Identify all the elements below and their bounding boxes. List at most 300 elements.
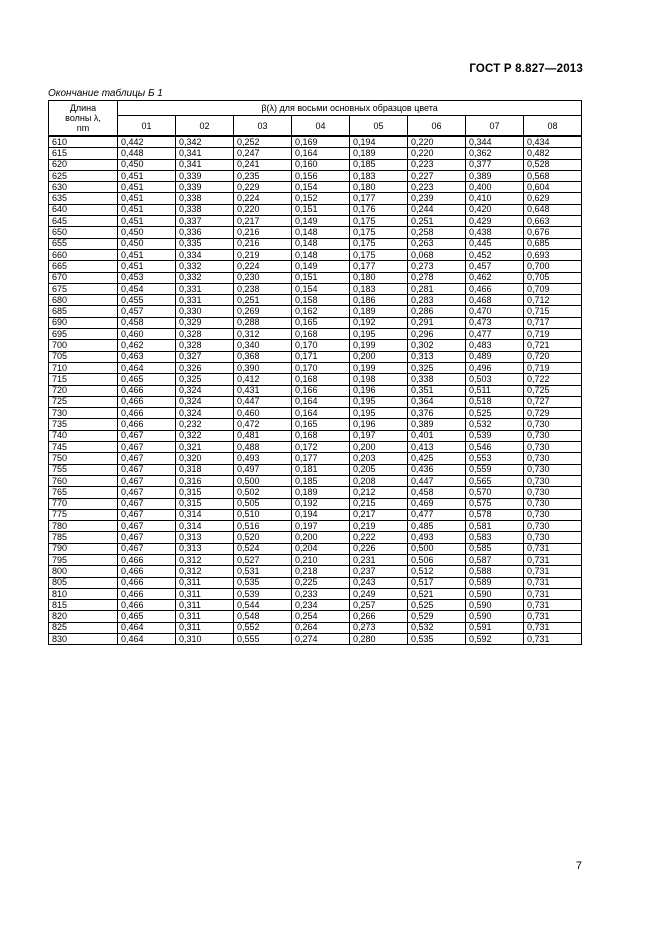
value-cell: 0,467 [118, 532, 176, 543]
wavelength-cell: 700 [49, 340, 118, 351]
table-row [49, 600, 582, 611]
value-cell: 0,410 [466, 193, 524, 204]
value-cell: 0,216 [234, 238, 292, 249]
value-cell: 0,215 [350, 498, 408, 509]
value-cell: 0,676 [524, 227, 582, 238]
wavelength-cell: 690 [49, 317, 118, 328]
value-cell: 0,243 [350, 577, 408, 588]
value-cell: 0,180 [350, 272, 408, 283]
value-cell: 0,196 [350, 385, 408, 396]
value-cell: 0,729 [524, 408, 582, 419]
value-cell: 0,177 [350, 261, 408, 272]
wavelength-cell: 790 [49, 543, 118, 554]
value-cell: 0,412 [234, 374, 292, 385]
value-cell: 0,721 [524, 340, 582, 351]
value-cell: 0,222 [350, 532, 408, 543]
value-cell: 0,431 [234, 385, 292, 396]
wavelength-cell: 730 [49, 408, 118, 419]
value-cell: 0,731 [524, 588, 582, 599]
value-cell: 0,447 [408, 475, 466, 486]
value-cell: 0,467 [118, 464, 176, 475]
table-row [49, 453, 582, 464]
value-cell: 0,068 [408, 249, 466, 260]
value-cell: 0,505 [234, 498, 292, 509]
value-cell: 0,730 [524, 521, 582, 532]
value-cell: 0,152 [292, 193, 350, 204]
value-cell: 0,715 [524, 306, 582, 317]
value-cell: 0,278 [408, 272, 466, 283]
value-cell: 0,189 [292, 487, 350, 498]
table-row [49, 532, 582, 543]
value-cell: 0,535 [234, 577, 292, 588]
value-cell: 0,311 [176, 588, 234, 599]
value-cell: 0,338 [176, 193, 234, 204]
value-cell: 0,731 [524, 577, 582, 588]
value-cell: 0,464 [118, 362, 176, 373]
value-cell: 0,172 [292, 442, 350, 453]
table-row [49, 227, 582, 238]
table-row [49, 182, 582, 193]
value-cell: 0,546 [466, 442, 524, 453]
value-cell: 0,311 [176, 577, 234, 588]
value-cell: 0,719 [524, 362, 582, 373]
value-cell: 0,518 [466, 396, 524, 407]
value-cell: 0,200 [292, 532, 350, 543]
value-cell: 0,442 [118, 136, 176, 148]
value-cell: 0,280 [350, 634, 408, 645]
value-cell: 0,709 [524, 283, 582, 294]
value-cell: 0,335 [176, 238, 234, 249]
value-cell: 0,496 [466, 362, 524, 373]
value-cell: 0,434 [524, 136, 582, 148]
value-cell: 0,629 [524, 193, 582, 204]
value-cell: 0,730 [524, 475, 582, 486]
table-row [49, 238, 582, 249]
wavelength-cell: 710 [49, 362, 118, 373]
value-cell: 0,451 [118, 204, 176, 215]
table-row [49, 148, 582, 159]
value-cell: 0,500 [234, 475, 292, 486]
value-cell: 0,338 [176, 204, 234, 215]
value-cell: 0,451 [118, 182, 176, 193]
wavelength-cell: 630 [49, 182, 118, 193]
value-cell: 0,170 [292, 362, 350, 373]
value-cell: 0,324 [176, 385, 234, 396]
value-cell: 0,189 [350, 148, 408, 159]
value-cell: 0,168 [292, 329, 350, 340]
value-cell: 0,181 [292, 464, 350, 475]
column-header: 02 [176, 116, 234, 137]
value-cell: 0,208 [350, 475, 408, 486]
value-cell: 0,216 [234, 227, 292, 238]
value-cell: 0,192 [350, 317, 408, 328]
spectral-table [48, 100, 582, 645]
table-row [49, 577, 582, 588]
value-cell: 0,176 [350, 204, 408, 215]
value-cell: 0,257 [350, 600, 408, 611]
value-cell: 0,195 [350, 396, 408, 407]
value-cell: 0,154 [292, 283, 350, 294]
value-cell: 0,166 [292, 385, 350, 396]
value-cell: 0,425 [408, 453, 466, 464]
wavelength-cell: 815 [49, 600, 118, 611]
value-cell: 0,328 [176, 340, 234, 351]
value-cell: 0,575 [466, 498, 524, 509]
value-cell: 0,177 [350, 193, 408, 204]
value-cell: 0,552 [234, 622, 292, 633]
value-cell: 0,314 [176, 521, 234, 532]
value-cell: 0,251 [234, 295, 292, 306]
value-cell: 0,460 [118, 329, 176, 340]
value-cell: 0,220 [408, 136, 466, 148]
wavelength-cell: 625 [49, 170, 118, 181]
value-cell: 0,467 [118, 442, 176, 453]
value-cell: 0,344 [466, 136, 524, 148]
value-cell: 0,326 [176, 362, 234, 373]
value-cell: 0,160 [292, 159, 350, 170]
value-cell: 0,334 [176, 249, 234, 260]
value-cell: 0,460 [234, 408, 292, 419]
value-cell: 0,332 [176, 261, 234, 272]
value-cell: 0,581 [466, 521, 524, 532]
value-cell: 0,535 [408, 634, 466, 645]
column-header: 07 [466, 116, 524, 137]
value-cell: 0,466 [118, 554, 176, 565]
value-cell: 0,226 [350, 543, 408, 554]
value-cell: 0,258 [408, 227, 466, 238]
value-cell: 0,685 [524, 238, 582, 249]
value-cell: 0,186 [350, 295, 408, 306]
table-row [49, 374, 582, 385]
value-cell: 0,291 [408, 317, 466, 328]
value-cell: 0,231 [350, 554, 408, 565]
wavelength-cell: 680 [49, 295, 118, 306]
value-cell: 0,731 [524, 566, 582, 577]
table-row [49, 396, 582, 407]
value-cell: 0,233 [292, 588, 350, 599]
table-row [49, 193, 582, 204]
value-cell: 0,503 [466, 374, 524, 385]
table-row [49, 295, 582, 306]
value-cell: 0,165 [292, 317, 350, 328]
value-cell: 0,663 [524, 216, 582, 227]
table-row [49, 464, 582, 475]
value-cell: 0,195 [350, 408, 408, 419]
value-cell: 0,420 [466, 204, 524, 215]
value-cell: 0,252 [234, 136, 292, 148]
value-cell: 0,205 [350, 464, 408, 475]
table-row [49, 385, 582, 396]
value-cell: 0,194 [292, 509, 350, 520]
value-cell: 0,315 [176, 498, 234, 509]
table-row [49, 475, 582, 486]
value-cell: 0,234 [292, 600, 350, 611]
value-cell: 0,445 [466, 238, 524, 249]
value-cell: 0,466 [118, 419, 176, 430]
value-cell: 0,273 [350, 622, 408, 633]
value-cell: 0,204 [292, 543, 350, 554]
value-cell: 0,266 [350, 611, 408, 622]
table-row [49, 566, 582, 577]
value-cell: 0,224 [234, 193, 292, 204]
value-cell: 0,477 [408, 509, 466, 520]
value-cell: 0,477 [466, 329, 524, 340]
value-cell: 0,730 [524, 442, 582, 453]
value-cell: 0,467 [118, 543, 176, 554]
value-cell: 0,218 [292, 566, 350, 577]
value-cell: 0,331 [176, 283, 234, 294]
value-cell: 0,244 [408, 204, 466, 215]
value-cell: 0,570 [466, 487, 524, 498]
value-cell: 0,288 [234, 317, 292, 328]
value-cell: 0,328 [176, 329, 234, 340]
value-cell: 0,337 [176, 216, 234, 227]
value-cell: 0,725 [524, 385, 582, 396]
value-cell: 0,364 [408, 396, 466, 407]
value-cell: 0,313 [176, 543, 234, 554]
value-cell: 0,324 [176, 396, 234, 407]
wavelength-cell: 645 [49, 216, 118, 227]
table-row [49, 521, 582, 532]
wavelength-cell: 830 [49, 634, 118, 645]
value-cell: 0,189 [350, 306, 408, 317]
value-cell: 0,227 [408, 170, 466, 181]
value-cell: 0,465 [118, 611, 176, 622]
value-cell: 0,237 [350, 566, 408, 577]
value-cell: 0,241 [234, 159, 292, 170]
value-cell: 0,223 [408, 182, 466, 193]
value-cell: 0,722 [524, 374, 582, 385]
table-row [49, 430, 582, 441]
value-cell: 0,592 [466, 634, 524, 645]
value-cell: 0,539 [234, 588, 292, 599]
wavelength-cell: 765 [49, 487, 118, 498]
value-cell: 0,230 [234, 272, 292, 283]
value-cell: 0,210 [292, 554, 350, 565]
value-cell: 0,466 [118, 408, 176, 419]
value-cell: 0,203 [350, 453, 408, 464]
value-cell: 0,452 [466, 249, 524, 260]
wavelength-header-line: волны λ, [65, 113, 101, 123]
table-row [49, 362, 582, 373]
value-cell: 0,274 [292, 634, 350, 645]
value-cell: 0,249 [350, 588, 408, 599]
value-cell: 0,315 [176, 487, 234, 498]
value-cell: 0,330 [176, 306, 234, 317]
value-cell: 0,730 [524, 430, 582, 441]
table-row [49, 216, 582, 227]
value-cell: 0,730 [524, 532, 582, 543]
value-cell: 0,283 [408, 295, 466, 306]
value-cell: 0,312 [176, 566, 234, 577]
wavelength-cell: 715 [49, 374, 118, 385]
value-cell: 0,251 [408, 216, 466, 227]
value-cell: 0,462 [466, 272, 524, 283]
wavelength-cell: 675 [49, 283, 118, 294]
value-cell: 0,532 [408, 622, 466, 633]
value-cell: 0,175 [350, 238, 408, 249]
value-cell: 0,516 [234, 521, 292, 532]
value-cell: 0,200 [350, 442, 408, 453]
value-cell: 0,247 [234, 148, 292, 159]
value-cell: 0,148 [292, 238, 350, 249]
value-cell: 0,342 [176, 136, 234, 148]
value-cell: 0,700 [524, 261, 582, 272]
value-cell: 0,311 [176, 611, 234, 622]
table-row [49, 543, 582, 554]
wavelength-cell: 760 [49, 475, 118, 486]
value-cell: 0,341 [176, 148, 234, 159]
value-cell: 0,224 [234, 261, 292, 272]
value-cell: 0,451 [118, 216, 176, 227]
document-code: ГОСТ Р 8.827—2013 [469, 63, 583, 75]
wavelength-cell: 745 [49, 442, 118, 453]
value-cell: 0,457 [118, 306, 176, 317]
value-cell: 0,175 [350, 216, 408, 227]
value-cell: 0,465 [118, 374, 176, 385]
table-row [49, 249, 582, 260]
value-cell: 0,331 [176, 295, 234, 306]
value-cell: 0,316 [176, 475, 234, 486]
value-cell: 0,238 [234, 283, 292, 294]
value-cell: 0,324 [176, 408, 234, 419]
value-cell: 0,198 [350, 374, 408, 385]
value-cell: 0,463 [118, 351, 176, 362]
wavelength-cell: 635 [49, 193, 118, 204]
value-cell: 0,310 [176, 634, 234, 645]
value-cell: 0,462 [118, 340, 176, 351]
value-cell: 0,302 [408, 340, 466, 351]
value-cell: 0,467 [118, 487, 176, 498]
value-cell: 0,467 [118, 498, 176, 509]
wavelength-header-line: nm [76, 123, 90, 133]
value-cell: 0,175 [350, 249, 408, 260]
value-cell: 0,192 [292, 498, 350, 509]
value-cell: 0,483 [466, 340, 524, 351]
value-cell: 0,438 [466, 227, 524, 238]
value-cell: 0,587 [466, 554, 524, 565]
value-cell: 0,413 [408, 442, 466, 453]
value-cell: 0,156 [292, 170, 350, 181]
value-cell: 0,199 [350, 362, 408, 373]
value-cell: 0,544 [234, 600, 292, 611]
value-cell: 0,148 [292, 227, 350, 238]
value-cell: 0,322 [176, 430, 234, 441]
value-cell: 0,200 [350, 351, 408, 362]
table-row [49, 283, 582, 294]
value-cell: 0,196 [350, 419, 408, 430]
value-cell: 0,264 [292, 622, 350, 633]
value-cell: 0,730 [524, 498, 582, 509]
value-cell: 0,591 [466, 622, 524, 633]
value-cell: 0,466 [118, 566, 176, 577]
value-cell: 0,451 [118, 261, 176, 272]
value-cell: 0,340 [234, 340, 292, 351]
value-cell: 0,212 [350, 487, 408, 498]
table-row [49, 634, 582, 645]
value-cell: 0,510 [234, 509, 292, 520]
column-header: 06 [408, 116, 466, 137]
value-cell: 0,321 [176, 442, 234, 453]
value-cell: 0,339 [176, 182, 234, 193]
value-cell: 0,493 [408, 532, 466, 543]
value-cell: 0,185 [350, 159, 408, 170]
wavelength-cell: 735 [49, 419, 118, 430]
value-cell: 0,451 [118, 193, 176, 204]
value-cell: 0,457 [466, 261, 524, 272]
value-cell: 0,329 [176, 317, 234, 328]
wavelength-cell: 720 [49, 385, 118, 396]
value-cell: 0,313 [408, 351, 466, 362]
table-row [49, 622, 582, 633]
table-row [49, 442, 582, 453]
value-cell: 0,164 [292, 396, 350, 407]
wavelength-cell: 785 [49, 532, 118, 543]
table-row [49, 611, 582, 622]
value-cell: 0,320 [176, 453, 234, 464]
value-cell: 0,555 [234, 634, 292, 645]
wavelength-cell: 695 [49, 329, 118, 340]
value-cell: 0,336 [176, 227, 234, 238]
value-cell: 0,232 [176, 419, 234, 430]
value-cell: 0,730 [524, 487, 582, 498]
value-cell: 0,171 [292, 351, 350, 362]
value-cell: 0,485 [408, 521, 466, 532]
value-cell: 0,183 [350, 170, 408, 181]
value-cell: 0,585 [466, 543, 524, 554]
value-cell: 0,451 [118, 170, 176, 181]
value-cell: 0,165 [292, 419, 350, 430]
wavelength-cell: 780 [49, 521, 118, 532]
value-cell: 0,177 [292, 453, 350, 464]
value-cell: 0,590 [466, 611, 524, 622]
value-cell: 0,376 [408, 408, 466, 419]
value-cell: 0,731 [524, 611, 582, 622]
column-header: 01 [118, 116, 176, 137]
value-cell: 0,362 [466, 148, 524, 159]
value-cell: 0,197 [350, 430, 408, 441]
value-cell: 0,467 [118, 521, 176, 532]
table-row [49, 317, 582, 328]
value-cell: 0,527 [234, 554, 292, 565]
value-cell: 0,286 [408, 306, 466, 317]
wavelength-cell: 775 [49, 509, 118, 520]
wavelength-cell: 670 [49, 272, 118, 283]
wavelength-cell: 825 [49, 622, 118, 633]
value-cell: 0,468 [466, 295, 524, 306]
value-cell: 0,164 [292, 408, 350, 419]
value-cell: 0,313 [176, 532, 234, 543]
value-cell: 0,312 [234, 329, 292, 340]
value-cell: 0,400 [466, 182, 524, 193]
value-cell: 0,489 [466, 351, 524, 362]
value-cell: 0,590 [466, 588, 524, 599]
value-cell: 0,164 [292, 148, 350, 159]
value-cell: 0,219 [350, 521, 408, 532]
value-cell: 0,588 [466, 566, 524, 577]
value-cell: 0,731 [524, 634, 582, 645]
value-cell: 0,466 [118, 396, 176, 407]
value-cell: 0,151 [292, 272, 350, 283]
value-cell: 0,158 [292, 295, 350, 306]
wavelength-cell: 820 [49, 611, 118, 622]
value-cell: 0,168 [292, 374, 350, 385]
value-cell: 0,269 [234, 306, 292, 317]
value-cell: 0,730 [524, 453, 582, 464]
value-cell: 0,436 [408, 464, 466, 475]
value-cell: 0,149 [292, 216, 350, 227]
value-cell: 0,469 [408, 498, 466, 509]
